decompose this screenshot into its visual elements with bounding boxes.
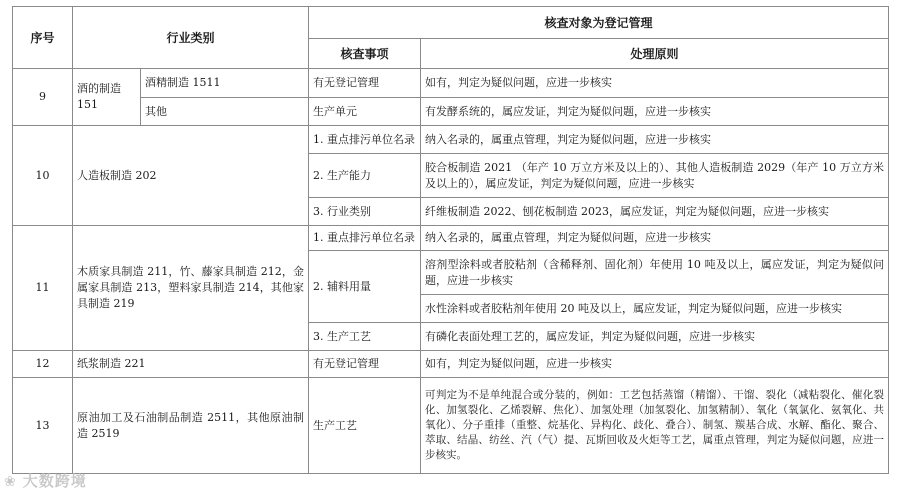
industry-header: 行业类别 bbox=[73, 7, 309, 69]
regulation-table bbox=[12, 6, 889, 474]
check-item-cell: 3. 行业类别 bbox=[309, 198, 421, 226]
principle-cell: 纤维板制造 2022、刨花板制造 2023，属应发证，判定为疑似问题，应进一步核实 bbox=[421, 198, 889, 226]
row-number: 9 bbox=[13, 69, 73, 126]
watermark bbox=[4, 470, 87, 491]
industry-cell: 原油加工及石油制品制造 2511，其他原油制造 2519 bbox=[73, 378, 309, 474]
principle-cell: 水性涂料或者胶粘剂年使用 20 吨及以上，属应发证，判定为疑似问题，应进一步核实 bbox=[421, 295, 889, 323]
table-row bbox=[13, 98, 889, 126]
check-item-cell: 有无登记管理 bbox=[309, 351, 421, 378]
principle-cell: 有磷化表面处理工艺的，属应发证，判定为疑似问题，应进一步核实 bbox=[421, 323, 889, 351]
watermark-logo-icon: ❀ bbox=[4, 474, 17, 490]
watermark-text: 大数跨境 bbox=[22, 472, 87, 490]
row-number: 12 bbox=[13, 351, 73, 378]
row-number: 11 bbox=[13, 226, 73, 351]
principle-cell: 纳入名录的，属重点管理，判定为疑似问题，应进一步核实 bbox=[421, 126, 889, 154]
table-row bbox=[13, 351, 889, 378]
check-item-cell: 3. 生产工艺 bbox=[309, 323, 421, 351]
industry-cell: 木质家具制造 211，竹、藤家具制造 212，金属家具制造 213，塑料家具制造 214，其他家具制造 219 bbox=[73, 226, 309, 351]
industry-cell: 纸浆制造 221 bbox=[73, 351, 309, 378]
table-row bbox=[13, 378, 889, 474]
group-header: 核查对象为登记管理 bbox=[309, 7, 889, 39]
row-number: 13 bbox=[13, 378, 73, 474]
table-row bbox=[13, 69, 889, 98]
table-row bbox=[13, 126, 889, 154]
sub-industry-cell: 酒精制造 1511 bbox=[141, 69, 309, 98]
industry-cell: 酒的制造 151 bbox=[73, 69, 141, 126]
row-number: 10 bbox=[13, 126, 73, 226]
sub-industry-cell: 其他 bbox=[141, 98, 309, 126]
principle-cell: 如有，判定为疑似问题，应进一步核实 bbox=[421, 69, 889, 98]
table-row bbox=[13, 226, 889, 251]
check-item-cell: 2. 生产能力 bbox=[309, 154, 421, 198]
principle-cell: 胶合板制造 2021 （年产 10 万立方米及以上的）、其他人造板制造 2029（年产 10 万立方米及以上的），属应发证，判定为疑似问题，应进一步核实 bbox=[421, 154, 889, 198]
check-item-cell: 有无登记管理 bbox=[309, 69, 421, 98]
principle-cell: 可判定为不是单纯混合或分装的，例如：工艺包括蒸馏（精馏）、干馏、裂化（减粘裂化、催化裂化、加氢裂化、乙烯裂解、焦化）、加氢处理（加氢裂化、加氢精制）、氧化（氧氯化、氨氧化、共氧化）、分子重排（重整、烷基化、异构化、歧化、叠合）、制氢、羰基合成、水解、酯化、聚合、萃取、结晶、纺丝、汽（气）提、瓦斯回收及火炬等工艺，属重点管理，判定为疑似问题，应进一步核实。 bbox=[421, 378, 889, 474]
check-item-cell: 生产工艺 bbox=[309, 378, 421, 474]
principle-header: 处理原则 bbox=[421, 39, 889, 69]
check-item-cell: 生产单元 bbox=[309, 98, 421, 126]
industry-cell: 人造板制造 202 bbox=[73, 126, 309, 226]
check-item-cell: 2. 辅料用量 bbox=[309, 251, 421, 323]
check-item-cell: 1. 重点排污单位名录 bbox=[309, 226, 421, 251]
principle-cell: 纳入名录的，属重点管理，判定为疑似问题，应进一步核实 bbox=[421, 226, 889, 251]
header-row-1 bbox=[13, 7, 889, 39]
item-header: 核查事项 bbox=[309, 39, 421, 69]
principle-cell: 如有，判定为疑似问题，应进一步核实 bbox=[421, 351, 889, 378]
principle-cell: 溶剂型涂料或者胶粘剂（含稀释剂、固化剂）年使用 10 吨及以上，属应发证，判定为疑似问题，应进一步核实 bbox=[421, 251, 889, 295]
principle-cell: 有发酵系统的，属应发证，判定为疑似问题，应进一步核实 bbox=[421, 98, 889, 126]
seq-header: 序号 bbox=[13, 7, 73, 69]
check-item-cell: 1. 重点排污单位名录 bbox=[309, 126, 421, 154]
